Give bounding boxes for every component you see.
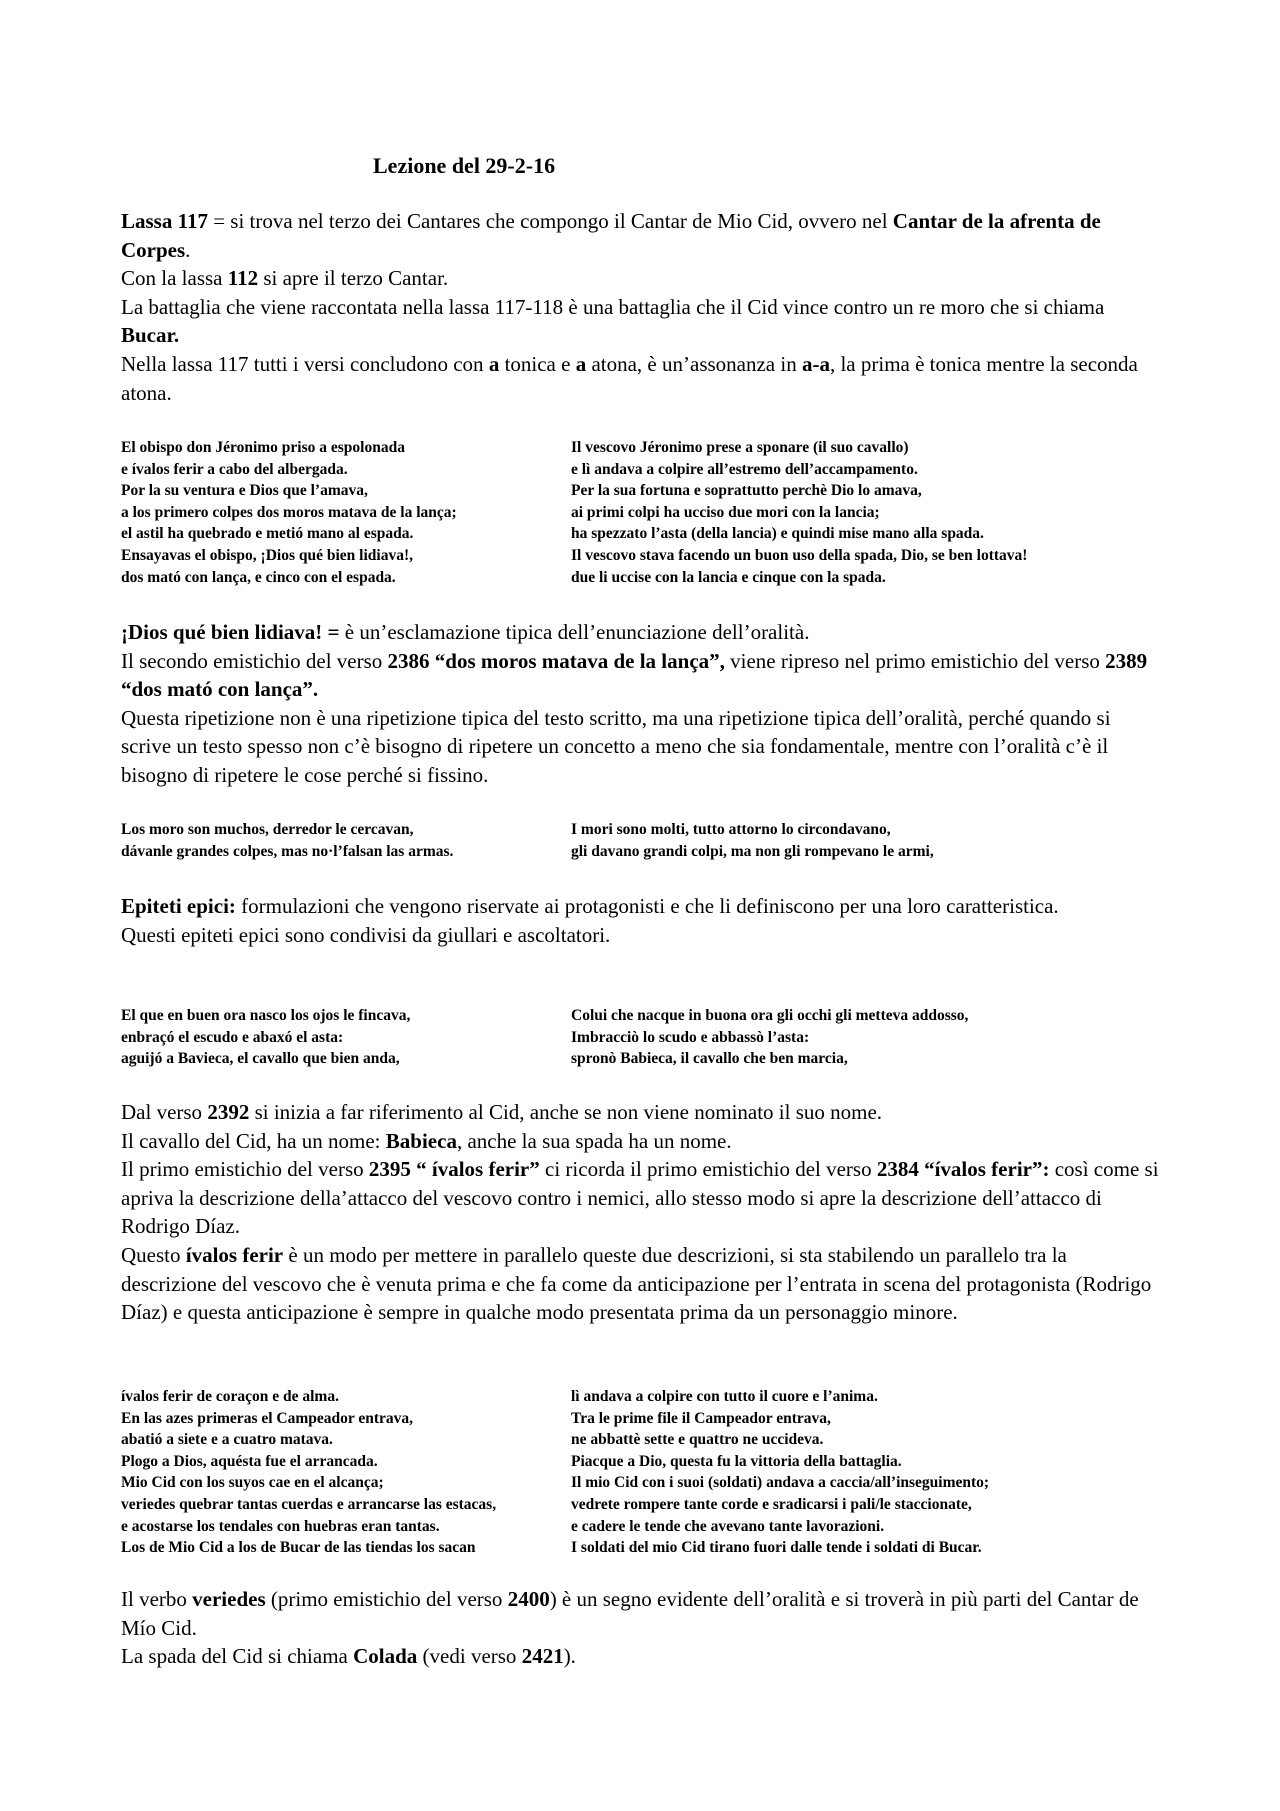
verse-italian: I mori sono molti, tutto attorno lo circondavano, — [571, 821, 891, 838]
verse-spanish: El obispo don Jéronimo priso a espolonada — [121, 439, 405, 456]
text-run: Questo — [121, 1242, 186, 1267]
verse-spanish: dos mató con lança, e cinco con el espada. — [121, 568, 396, 586]
verse-italian: gli davano grandi colpi, ma non gli rompevano le armi, — [571, 842, 934, 860]
text-run: (primo emistichio del verso — [265, 1587, 508, 1611]
text-run: tonica e — [499, 351, 576, 376]
verse-spanish: e ívalos ferir a cabo del albergada. — [121, 460, 348, 478]
text-run: Il cavallo del Cid, ha un nome: — [121, 1128, 386, 1153]
text-run: ci ricorda il primo emistichio del verso — [539, 1157, 877, 1182]
verse-line — [121, 841, 1171, 863]
bold-text: 2395 “ ívalos ferir” — [368, 1157, 540, 1182]
bold-text: Colada — [353, 1644, 418, 1669]
bold-text: ívalos ferir — [185, 1242, 284, 1267]
verse-block-1 — [121, 437, 1171, 588]
verse-block-3 — [121, 1005, 1171, 1070]
paragraph — [121, 1241, 1161, 1327]
verse-line — [121, 1494, 1171, 1516]
text-run: Il secondo emistichio del verso — [121, 648, 388, 673]
text-run: Con la lassa — [121, 266, 228, 291]
paragraph — [121, 921, 1161, 950]
verse-spanish: enbraçó el escudo e abaxó el asta: — [121, 1028, 344, 1046]
verse-italian: Il vescovo Jéronimo prese a sponare (il suo cavallo) — [571, 439, 909, 456]
verse-line — [121, 1537, 1171, 1559]
verse-line — [121, 1429, 1171, 1451]
verse-block-2 — [121, 819, 1171, 862]
verse-italian: e lì andava a colpire all’estremo dell’accampamento. — [571, 460, 918, 478]
verse-italian: I soldati del mio Cid tirano fuori dalle tende i soldati di Bucar. — [571, 1539, 982, 1557]
bold-text: 2400 — [507, 1587, 550, 1611]
text-run: formulazioni che vengono riservate ai protagonisti e che li definiscono per una loro caratteristica. — [235, 894, 1059, 918]
bold-text: 2384 “ívalos ferir”: — [876, 1157, 1050, 1182]
verse-spanish: Por la su ventura e Dios que l’amava, — [121, 482, 368, 500]
paragraph — [121, 647, 1161, 704]
verse-italian: Il mio Cid con i suoi (soldati) andava a caccia/all’inseguimento; — [571, 1474, 990, 1492]
intro-section — [121, 207, 1161, 407]
verse-block-4 — [121, 1386, 1171, 1559]
paragraph — [121, 264, 1161, 293]
verse-line — [121, 523, 1171, 545]
text-run: Questi epiteti epici sono condivisi da giullari e ascoltatori. — [121, 922, 611, 947]
verse-spanish: ívalos ferir de coraçon e de alma. — [121, 1388, 339, 1405]
verse-line — [121, 1386, 1171, 1408]
bold-text: a — [575, 351, 587, 376]
verse-italian: Tra le prime file il Campeador entrava, — [571, 1409, 831, 1427]
paragraph — [121, 1642, 1161, 1671]
verse-spanish: Los moro son muchos, derredor le cercavan, — [121, 821, 414, 838]
verse-italian: e cadere le tende che avevano tante lavorazioni. — [571, 1517, 885, 1535]
verse-line — [121, 437, 1171, 459]
section-veriedes — [121, 1585, 1161, 1671]
text-run: (vedi verso — [417, 1644, 522, 1669]
verse-italian: ne abbattè sette e quattro ne uccideva. — [571, 1431, 824, 1449]
text-run: ). — [563, 1644, 576, 1669]
text-run: Questa ripetizione non è una ripetizione tipica del testo scritto, ma una ripetizione tipica dell’oralità, perché quando si scrive un testo spesso non c’è bisogno di ripetere un concetto a meno che sia fondamentale, mentre con l’oralità c’è il bisogno di ripetere le cose perché si fissino. — [121, 705, 1111, 787]
verse-italian: spronò Babieca, il cavallo che ben marcia, — [571, 1050, 848, 1068]
text-run: , anche la sua spada ha un nome. — [456, 1128, 732, 1153]
bold-text: 2421 — [521, 1644, 564, 1669]
text-run: atona, è un’assonanza in — [586, 351, 802, 376]
verse-spanish: Plogo a Dios, aquésta fue el arrancada. — [121, 1452, 378, 1470]
text-run: Il primo emistichio del verso — [121, 1157, 369, 1182]
verse-line — [121, 1048, 1171, 1070]
paragraph — [121, 704, 1161, 790]
verse-italian: Il vescovo stava facendo un buon uso della spada, Dio, se ben lottava! — [571, 546, 1028, 564]
verse-spanish: Ensayavas el obispo, ¡Dios qué bien lidiava!, — [121, 546, 413, 564]
bold-text: 2386 “dos moros matava de la lança”, — [387, 648, 725, 673]
text-run: ) è un segno evidente dell’oralità e si troverà in più parti del Cantar de Mío Cid. — [121, 1587, 1139, 1640]
paragraph — [121, 1098, 1161, 1127]
text-run: La battaglia che viene raccontata nella lassa 117-118 è una battaglia che il Cid vince contro un re moro che si chiama — [121, 294, 1105, 319]
verse-line — [121, 819, 1171, 841]
verse-spanish: a los primero colpes dos moros matava de la lança; — [121, 503, 457, 521]
lesson-title: Lezione del 29-2-16 — [373, 153, 556, 178]
verse-italian: lì andava a colpire con tutto il cuore e l’anima. — [571, 1388, 878, 1405]
bold-text: Lassa 117 — [121, 209, 208, 233]
paragraph — [121, 892, 1161, 921]
verse-line — [121, 1472, 1171, 1494]
verse-spanish: veriedes quebrar tantas cuerdas e arrancarse las estacas, — [121, 1495, 497, 1513]
verse-italian: Piacque a Dio, questa fu la vittoria della battaglia. — [571, 1452, 902, 1470]
verse-spanish: e acostarse los tendales con huebras eran tantas. — [121, 1517, 440, 1535]
paragraph — [121, 1155, 1161, 1241]
verse-spanish: Mio Cid con los suyos cae en el alcança; — [121, 1474, 384, 1492]
verse-italian: Colui che nacque in buona ora gli occhi gli metteva addosso, — [571, 1007, 969, 1024]
bold-text: ¡Dios qué bien lidiava! = — [121, 620, 340, 644]
text-run: . — [185, 237, 191, 262]
section-cid — [121, 1098, 1161, 1327]
text-run: si apre il terzo Cantar. — [258, 266, 449, 291]
bold-text: 2389 “dos mató con lança”. — [121, 648, 1148, 702]
text-run: così come si apriva la descrizione della’attacco del vescovo contro i nemici, allo stesso modo si apre la descrizione dell’attacco di Rodrigo Díaz. — [121, 1157, 1159, 1239]
text-run: Dal verso — [121, 1100, 208, 1124]
verse-line — [121, 459, 1171, 481]
paragraph — [121, 618, 1161, 647]
verse-line — [121, 1451, 1171, 1473]
verse-line — [121, 1005, 1171, 1027]
verse-line — [121, 1408, 1171, 1430]
bold-text: a-a — [801, 351, 830, 376]
paragraph — [121, 207, 1161, 264]
text-run: Nella lassa 117 tutti i versi concludono con — [121, 351, 489, 376]
bold-text: Babieca — [385, 1128, 457, 1153]
paragraph — [121, 1127, 1161, 1156]
verse-spanish: En las azes primeras el Campeador entrava, — [121, 1409, 414, 1427]
text-run: è un modo per mettere in parallelo queste due descrizioni, si sta stabilendo un parallelo tra la descrizione del vescovo che è venuta prima e che fa come da anticipazione per l’entrata in scena del protagonista (Rodrigo Díaz) e questa anticipazione è sempre in qualche modo presentata prima da un personaggio minore. — [121, 1242, 1152, 1325]
verse-italian: due li uccise con la lancia e cinque con la spada. — [571, 568, 886, 586]
verse-spanish: abatió a siete e a cuatro matava. — [121, 1431, 333, 1449]
verse-spanish: el astil ha quebrado e metió mano al espada. — [121, 525, 414, 543]
text-run: = si trova nel terzo dei Cantares che compongo il Cantar de Mio Cid, ovvero nel — [207, 209, 893, 233]
verse-spanish: dávanle grandes colpes, mas no·l’falsan las armas. — [121, 842, 454, 860]
verse-line — [121, 480, 1171, 502]
bold-text: Bucar. — [121, 323, 180, 348]
verse-line — [121, 545, 1171, 567]
verse-spanish: Los de Mio Cid a los de Bucar de las tiendas los sacan — [121, 1539, 476, 1557]
bold-text: 2392 — [207, 1100, 250, 1124]
text-run: è un’esclamazione tipica dell’enunciazione dell’oralità. — [339, 620, 810, 644]
section-oralita — [121, 618, 1161, 790]
paragraph — [121, 1585, 1161, 1642]
text-run: Il verbo — [121, 1587, 193, 1611]
bold-text: Cantar de la afrenta de Corpes — [121, 209, 1101, 262]
bold-text: a — [488, 351, 500, 376]
verse-italian: Per la sua fortuna e soprattutto perchè Dio lo amava, — [571, 482, 922, 500]
text-run: La spada del Cid si chiama — [121, 1644, 354, 1669]
verse-italian: ai primi colpi ha ucciso due mori con la lancia; — [571, 503, 880, 521]
verse-italian: Imbracciò lo scudo e abbassò l’asta: — [571, 1028, 810, 1046]
verse-spanish: El que en buen ora nasco los ojos le fincava, — [121, 1007, 411, 1024]
text-run: viene ripreso nel primo emistichio del verso — [724, 648, 1106, 673]
paragraph — [121, 293, 1161, 350]
verse-line — [121, 502, 1171, 524]
text-run: si inizia a far riferimento al Cid, anche se non viene nominato il suo nome. — [249, 1100, 883, 1124]
bold-text: Epiteti epici: — [121, 894, 236, 918]
verse-italian: ha spezzato l’asta (della lancia) e quindi mise mano alla spada. — [571, 525, 984, 543]
paragraph — [121, 350, 1161, 407]
section-epiteti — [121, 892, 1161, 949]
bold-text: 112 — [227, 266, 259, 291]
verse-spanish: aguijó a Bavieca, el cavallo que bien anda, — [121, 1050, 400, 1068]
text-run: , la prima è tonica mentre la seconda atona. — [121, 351, 1138, 405]
verse-line — [121, 1516, 1171, 1538]
verse-italian: vedrete rompere tante corde e sradicarsi i pali/le staccionate, — [571, 1495, 972, 1513]
verse-line — [121, 1027, 1171, 1049]
bold-text: veriedes — [192, 1587, 266, 1611]
verse-line — [121, 567, 1171, 589]
